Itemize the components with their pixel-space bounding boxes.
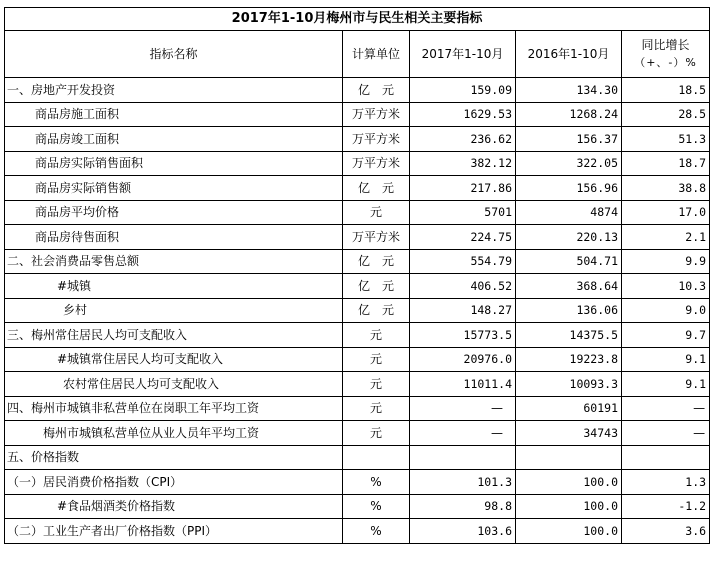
row-growth: 1.3	[622, 470, 710, 495]
row-name: 商品房施工面积	[5, 102, 343, 127]
row-value-2016: 1268.24	[516, 102, 622, 127]
indicator-table	[4, 7, 710, 544]
header-growth	[622, 31, 710, 78]
row-growth	[622, 445, 710, 470]
header-name: 指标名称	[5, 31, 343, 78]
table-row	[5, 396, 710, 421]
row-value-2017	[410, 445, 516, 470]
table-row	[5, 372, 710, 397]
row-growth: —	[622, 421, 710, 446]
table-row	[5, 200, 710, 225]
row-value-2017: 1629.53	[410, 102, 516, 127]
table-row	[5, 323, 710, 348]
row-name: 商品房实际销售额	[5, 176, 343, 201]
row-growth: 18.7	[622, 151, 710, 176]
row-value-2016: 368.64	[516, 274, 622, 299]
row-growth: -1.2	[622, 494, 710, 519]
row-value-2016: 19223.8	[516, 347, 622, 372]
row-unit: 亿 元	[343, 176, 410, 201]
table-title: 2017年1-10月梅州市与民生相关主要指标	[5, 8, 710, 31]
row-growth: 10.3	[622, 274, 710, 299]
row-value-2016	[516, 445, 622, 470]
row-unit: 亿 元	[343, 274, 410, 299]
row-unit: %	[343, 494, 410, 519]
row-value-2016: 4874	[516, 200, 622, 225]
row-value-2016: 136.06	[516, 298, 622, 323]
row-unit	[343, 445, 410, 470]
table-row	[5, 470, 710, 495]
row-name: 商品房竣工面积	[5, 127, 343, 152]
row-value-2017: 217.86	[410, 176, 516, 201]
row-name: #城镇常住居民人均可支配收入	[5, 347, 343, 372]
row-name: 商品房待售面积	[5, 225, 343, 250]
row-unit: 元	[343, 200, 410, 225]
row-unit: 万平方米	[343, 225, 410, 250]
row-value-2017: —	[410, 421, 516, 446]
row-value-2016: 100.0	[516, 470, 622, 495]
table-row	[5, 494, 710, 519]
header-2016: 2016年1-10月	[516, 31, 622, 78]
row-growth: —	[622, 396, 710, 421]
row-value-2017: 103.6	[410, 519, 516, 544]
row-unit: 元	[343, 323, 410, 348]
row-name: 乡村	[5, 298, 343, 323]
row-value-2017: 5701	[410, 200, 516, 225]
row-growth: 17.0	[622, 200, 710, 225]
row-growth: 2.1	[622, 225, 710, 250]
row-value-2016: 156.96	[516, 176, 622, 201]
row-name: 农村常住居民人均可支配收入	[5, 372, 343, 397]
table-row	[5, 78, 710, 103]
row-name: （一）居民消费价格指数（CPI）	[5, 470, 343, 495]
table-row	[5, 445, 710, 470]
row-name: #食品烟酒类价格指数	[5, 494, 343, 519]
row-name: 四、梅州市城镇非私营单位在岗职工年平均工资	[5, 396, 343, 421]
row-growth: 9.7	[622, 323, 710, 348]
table-row	[5, 249, 710, 274]
row-value-2017: 382.12	[410, 151, 516, 176]
row-value-2017: 406.52	[410, 274, 516, 299]
row-growth: 9.1	[622, 372, 710, 397]
row-growth: 9.0	[622, 298, 710, 323]
row-value-2017: —	[410, 396, 516, 421]
row-unit: 亿 元	[343, 249, 410, 274]
row-value-2016: 100.0	[516, 494, 622, 519]
row-name: 三、梅州常住居民人均可支配收入	[5, 323, 343, 348]
row-unit: 亿 元	[343, 78, 410, 103]
row-unit: 亿 元	[343, 298, 410, 323]
row-value-2016: 10093.3	[516, 372, 622, 397]
row-value-2017: 20976.0	[410, 347, 516, 372]
row-value-2017: 101.3	[410, 470, 516, 495]
row-unit: 万平方米	[343, 102, 410, 127]
row-growth: 18.5	[622, 78, 710, 103]
row-growth: 3.6	[622, 519, 710, 544]
table-row	[5, 102, 710, 127]
table-row	[5, 519, 710, 544]
table-row	[5, 347, 710, 372]
row-growth: 51.3	[622, 127, 710, 152]
row-unit: 万平方米	[343, 127, 410, 152]
table-row	[5, 421, 710, 446]
row-value-2017: 554.79	[410, 249, 516, 274]
row-name: 一、房地产开发投资	[5, 78, 343, 103]
header-growth-unit: （+、-）%	[634, 56, 697, 69]
row-name: 商品房实际销售面积	[5, 151, 343, 176]
row-value-2016: 60191	[516, 396, 622, 421]
row-unit: 元	[343, 396, 410, 421]
row-growth: 38.8	[622, 176, 710, 201]
row-growth: 9.1	[622, 347, 710, 372]
row-value-2016: 322.05	[516, 151, 622, 176]
header-row	[5, 31, 710, 78]
row-value-2017: 224.75	[410, 225, 516, 250]
row-value-2016: 504.71	[516, 249, 622, 274]
row-value-2017: 98.8	[410, 494, 516, 519]
row-name: 梅州市城镇私营单位从业人员年平均工资	[5, 421, 343, 446]
row-unit: %	[343, 519, 410, 544]
row-value-2017: 15773.5	[410, 323, 516, 348]
row-unit: 万平方米	[343, 151, 410, 176]
row-name: 二、社会消费品零售总额	[5, 249, 343, 274]
row-value-2017: 236.62	[410, 127, 516, 152]
row-name: 五、价格指数	[5, 445, 343, 470]
table-row	[5, 151, 710, 176]
row-unit: 元	[343, 372, 410, 397]
row-unit: 元	[343, 421, 410, 446]
row-growth: 28.5	[622, 102, 710, 127]
row-name: #城镇	[5, 274, 343, 299]
indicator-table-wrapper	[4, 7, 710, 544]
row-name: 商品房平均价格	[5, 200, 343, 225]
row-value-2017: 11011.4	[410, 372, 516, 397]
row-value-2016: 34743	[516, 421, 622, 446]
row-value-2016: 156.37	[516, 127, 622, 152]
table-row	[5, 176, 710, 201]
row-value-2017: 159.09	[410, 78, 516, 103]
row-unit: %	[343, 470, 410, 495]
row-growth: 9.9	[622, 249, 710, 274]
row-value-2016: 134.30	[516, 78, 622, 103]
table-row	[5, 225, 710, 250]
row-unit: 元	[343, 347, 410, 372]
header-growth-label: 同比增长	[641, 38, 690, 52]
table-row	[5, 127, 710, 152]
table-row	[5, 274, 710, 299]
row-value-2017: 148.27	[410, 298, 516, 323]
row-value-2016: 100.0	[516, 519, 622, 544]
header-2017: 2017年1-10月	[410, 31, 516, 78]
row-name: （二）工业生产者出厂价格指数（PPI）	[5, 519, 343, 544]
table-row	[5, 298, 710, 323]
row-value-2016: 220.13	[516, 225, 622, 250]
row-value-2016: 14375.5	[516, 323, 622, 348]
header-unit: 计算单位	[343, 31, 410, 78]
